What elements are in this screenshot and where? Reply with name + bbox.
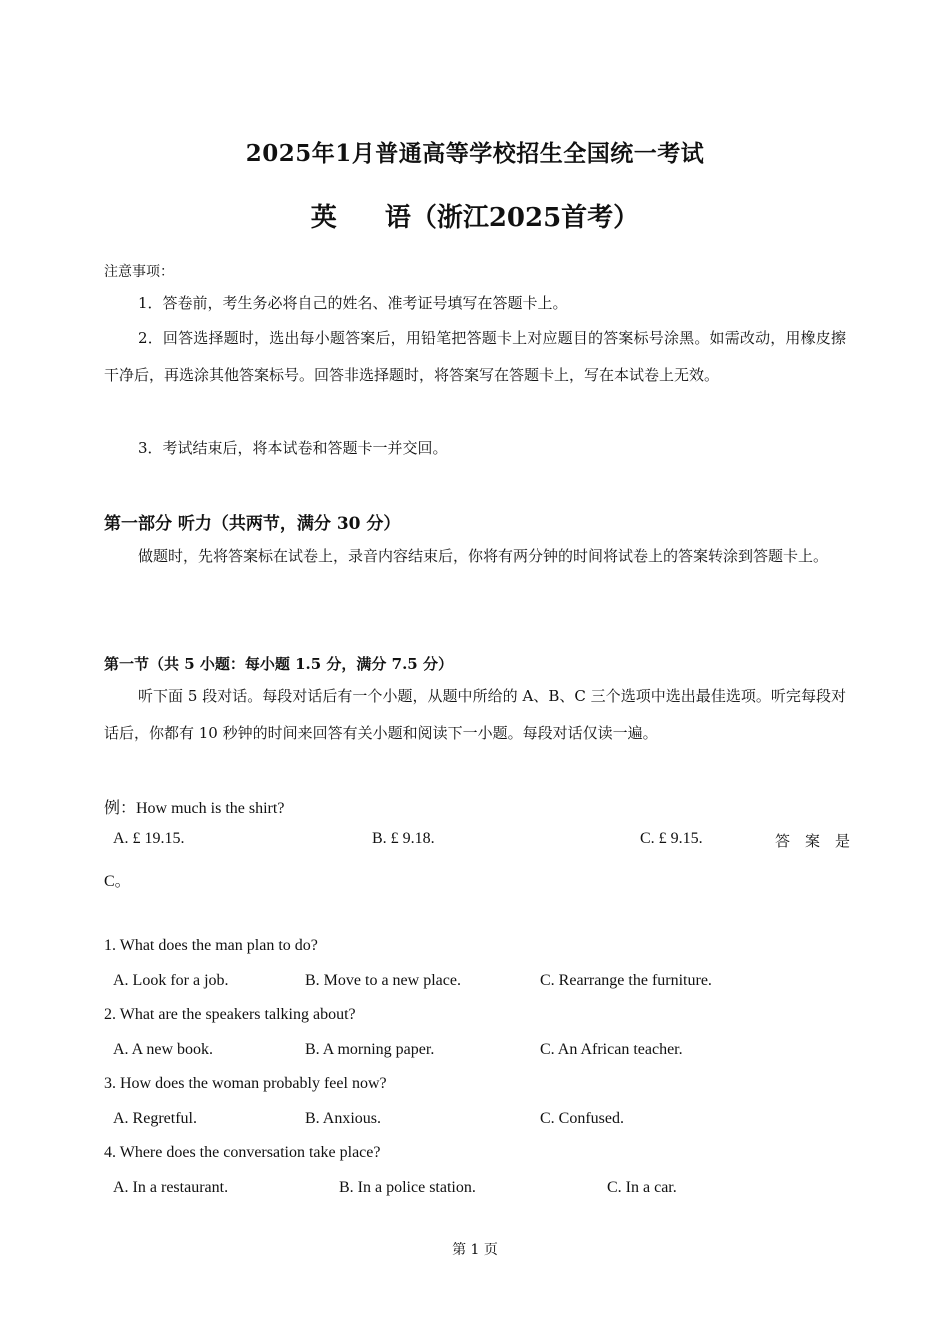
section1-instruction: 听下面 5 段对话。每段对话后有一个小题，从题中所给的 A、B、C 三个选项中选出最佳选项。听完每段对话后，你都有 10 秒钟的时间来回答有关小题和阅读下一小题。每段对话仅读一遍。 [104,687,846,742]
question-3-option-a: A. Regretful. [113,1110,197,1127]
example-answer: C。 [104,873,131,890]
question-4-option-c: C. In a car. [607,1179,677,1196]
example-option-a: A. £ 19.15. [113,830,185,847]
notice-item-2: 2．回答选择题时，选出每小题答案后，用铅笔把答题卡上对应题目的答案标号涂黑。如需改动，用橡皮擦干净后，再选涂其他答案标号。回答非选择题时，将答案写在答题卡上，写在本试卷上无效。 [104,329,846,384]
question-1: 1. What does the man plan to do? [104,937,318,954]
exam-title: 2025年1月普通高等学校招生全国统一考试 [245,140,705,167]
example-option-c: C. £ 9.15. [640,830,703,847]
question-4-option-b: B. In a police station. [339,1179,476,1196]
subject-title-char: 英 [310,203,337,233]
part1-heading: 第一部分 听力（共两节，满分 30 分） [104,514,401,534]
question-3-option-b: B. Anxious. [305,1110,382,1127]
question-1-option-b: B. Move to a new place. [305,972,461,989]
page-number: 第 1 页 [452,1242,498,1258]
question-2-option-b: B. A morning paper. [305,1041,435,1058]
notice-item-3: 3．考试结束后，将本试卷和答题卡一并交回。 [138,439,448,457]
notice-item-1: 1．答卷前，考生务必将自己的姓名、准考证号填写在答题卡上。 [138,294,568,312]
question-2-option-c: C. An African teacher. [540,1041,683,1058]
question-4: 4. Where does the conversation take place? [104,1144,381,1161]
notice-heading: 注意事项： [104,264,174,280]
question-3-option-c: C. Confused. [540,1110,624,1127]
example-question: 例：How much is the shirt? [104,800,285,817]
question-4-option-a: A. In a restaurant. [113,1179,229,1196]
question-1-option-a: A. Look for a job. [113,972,229,989]
question-2-option-a: A. A new book. [113,1041,213,1058]
question-2: 2. What are the speakers talking about? [104,1006,356,1023]
question-3: 3. How does the woman probably feel now? [104,1075,387,1092]
example-answer-label: 答 案 是 [775,832,851,850]
question-1-option-c: C. Rearrange the furniture. [540,972,712,989]
section1-heading: 第一节（共 5 小题：每小题 1.5 分，满分 7.5 分） [104,655,453,673]
subject-title-rest: 语（浙江2025首考） [384,203,640,233]
part1-instruction: 做题时，先将答案标在试卷上，录音内容结束后，你将有两分钟的时间将试卷上的答案转涂到答题卡上。 [138,547,829,565]
subject-title [0,197,950,234]
example-option-b: B. £ 9.18. [372,830,435,847]
